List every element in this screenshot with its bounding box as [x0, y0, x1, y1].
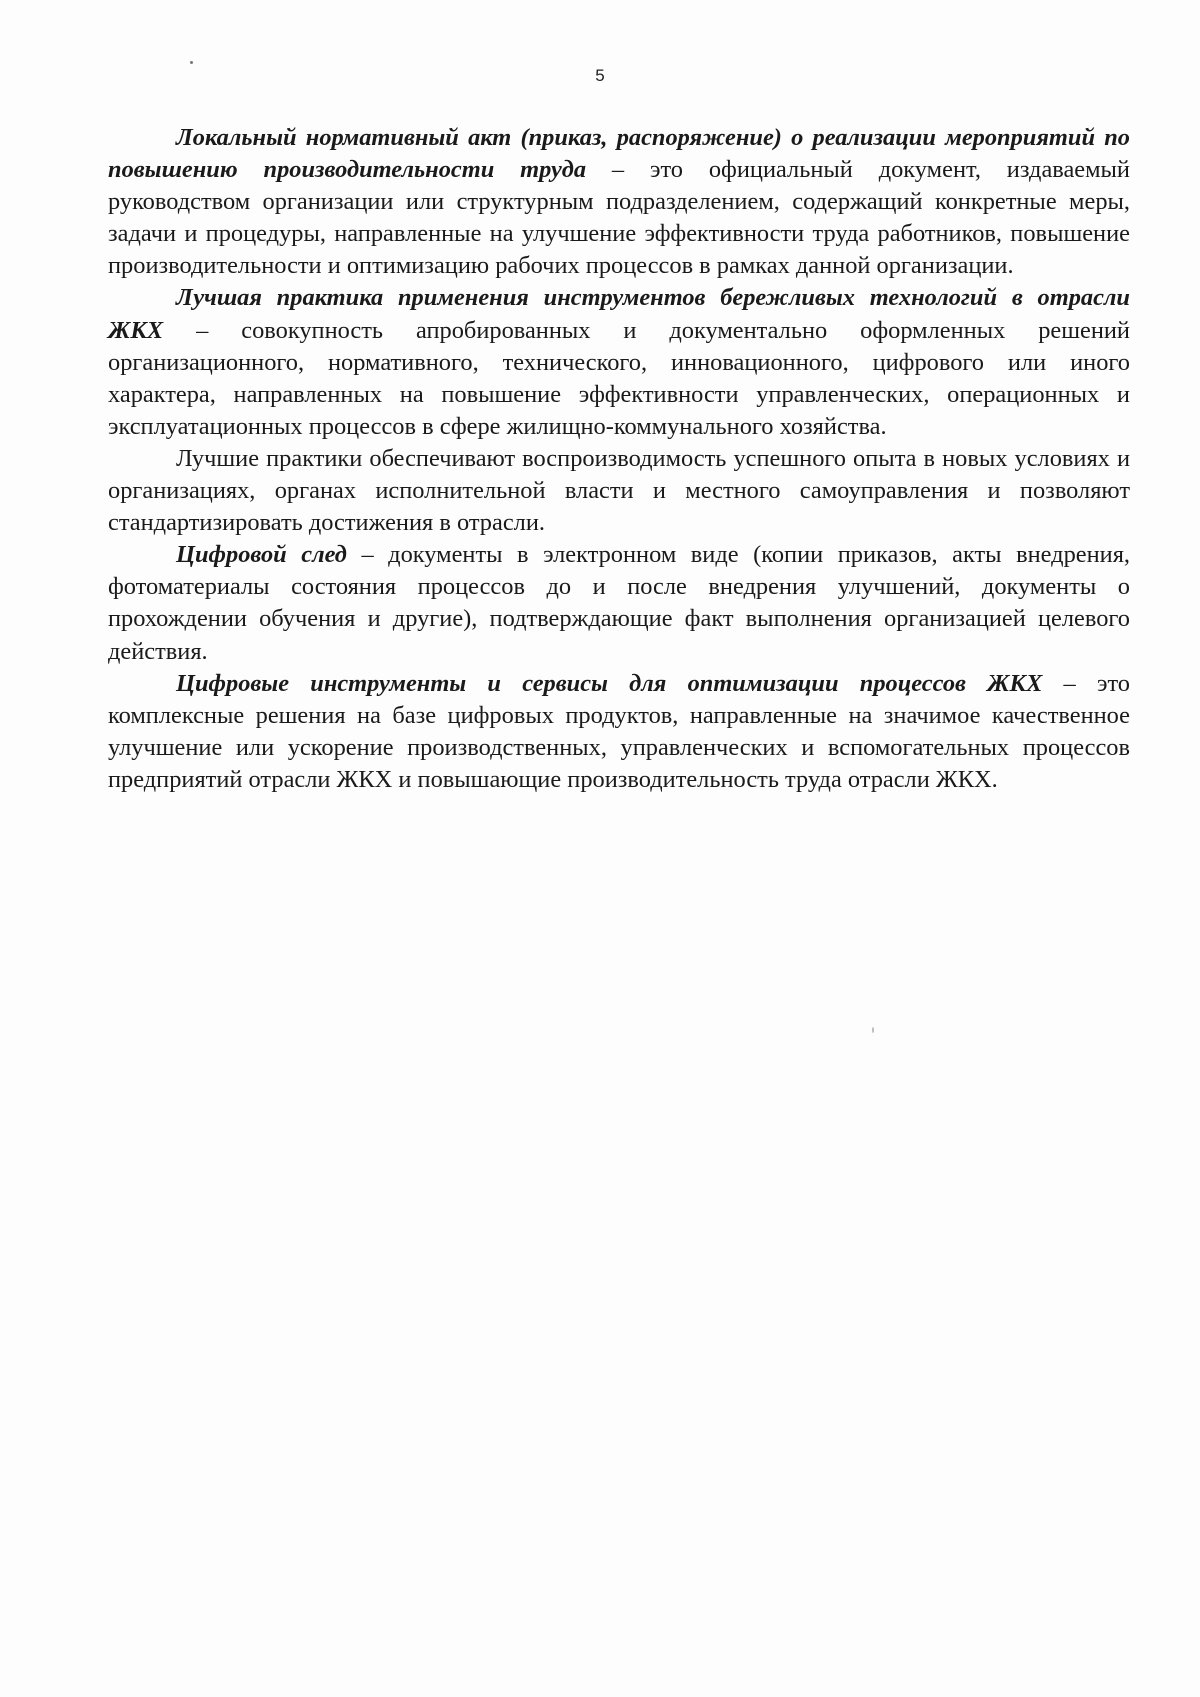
defined-term: Лучшая практика применения инструментов бережливых технологий в отрасли ЖКХ	[108, 284, 1130, 344]
definition-text: – это официальный документ, издаваемый руководством организации или структурным подразделением, содержащий конкретные меры, задачи и процедуры, направленные на улучшение эффективности труда работников, повышение производительности и оптимизацию рабочих процессов в рамках данной организации.	[108, 156, 1130, 280]
paragraph-best-practices-note	[108, 443, 1130, 539]
scan-speck	[872, 1027, 874, 1033]
definition-text: – совокупность апробированных и документально оформленных решений организационного, нормативного, технического, инновационного, цифрового или иного характера, направленных на повышение эффективности управленческих, операционных и эксплуатационных процессов в сфере жилищно-коммунального хозяйства.	[108, 316, 1130, 440]
document-body	[108, 122, 1130, 796]
definition-paragraph-local-act	[108, 122, 1130, 282]
defined-term: Локальный нормативный акт (приказ, распоряжение) о реализации мероприятий по повышению производительности труда	[108, 124, 1130, 184]
scan-speck	[190, 61, 193, 64]
definition-text: – документы в электронном виде (копии приказов, акты внедрения, фотоматериалы состояния процессов до и после внедрения улучшений, документы о прохождении обучения и другие), подтверждающие факт выполнения организацией целевого действия.	[108, 541, 1131, 665]
definition-paragraph-digital-tools	[108, 668, 1130, 796]
defined-term: Цифровые инструменты и сервисы для оптимизации процессов ЖКХ	[176, 669, 1043, 697]
definition-text: – это комплексные решения на базе цифровых продуктов, направленные на значимое качественное улучшение или ускорение производственных, управленческих и вспомогательных процессов предприятий отрасли ЖКХ и повышающие производительность труда отрасли ЖКХ.	[108, 669, 1130, 793]
definition-paragraph-digital-trace	[108, 539, 1130, 667]
paragraph-text: Лучшие практики обеспечивают воспроизводимость успешного опыта в новых условиях и организациях, органах исполнительной власти и местного самоуправления и позволяют стандартизировать достижения в отрасли.	[108, 444, 1130, 537]
defined-term: Цифровой след	[176, 541, 347, 569]
page-number: 5	[595, 66, 605, 85]
definition-paragraph-best-practice	[108, 282, 1130, 442]
